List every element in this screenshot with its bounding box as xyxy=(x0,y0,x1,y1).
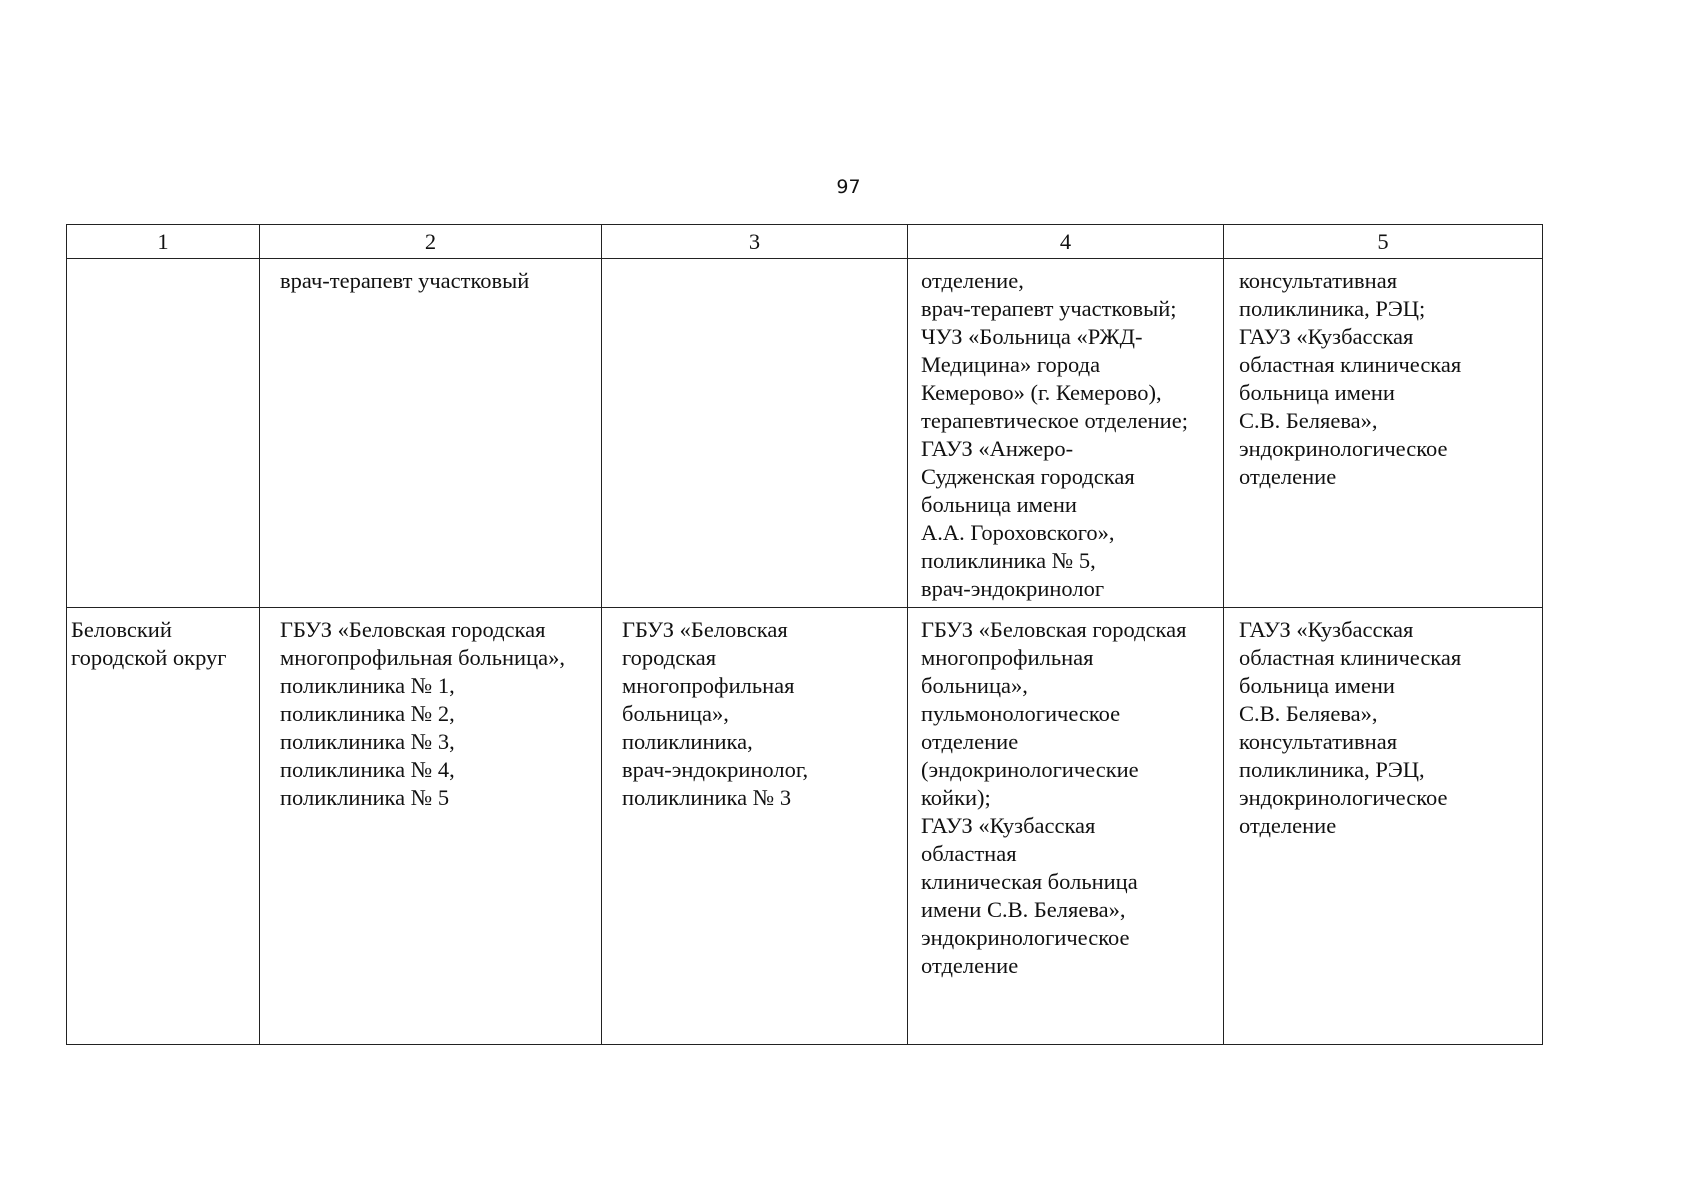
column-header-3: 3 xyxy=(602,225,908,259)
table-cell xyxy=(1224,608,1543,1045)
data-table xyxy=(66,224,1543,1045)
cell-text: врач-терапевт участковый xyxy=(280,268,530,293)
table-row xyxy=(67,608,1543,1045)
page-number: 97 xyxy=(836,176,861,198)
table-cell xyxy=(67,259,260,608)
table-cell xyxy=(602,259,908,608)
cell-text: Беловский городской округ xyxy=(71,617,227,670)
table-cell xyxy=(602,608,908,1045)
table-cell xyxy=(908,608,1224,1045)
cell-text: отделение, врач-терапевт участковый; ЧУЗ «Больница «РЖД- Медицина» города Кемерово» (г. Кемерово), терапевтическое отделение; ГАУЗ «Анжеро- Судженская городская больница имени А.А. Гороховского», поликлиника № 5, врач-эндокринолог xyxy=(921,268,1188,601)
cell-text: ГБУЗ «Беловская городская многопрофильная больница», поликлиника № 1, поликлиника № 2, поликлиника № 3, поликлиника № 4, поликлиника № 5 xyxy=(280,617,565,810)
table-header-row xyxy=(67,225,1543,259)
table-cell xyxy=(260,259,602,608)
cell-text: ГБУЗ «Беловская городская многопрофильная больница», поликлиника, врач-эндокринолог, поликлиника № 3 xyxy=(622,617,809,810)
cell-text: ГАУЗ «Кузбасская областная клиническая больница имени С.В. Беляева», консультативная поликлиника, РЭЦ, эндокринологическое отделение xyxy=(1239,617,1462,838)
column-header-1: 1 xyxy=(67,225,260,259)
table-cell xyxy=(67,608,260,1045)
table-row xyxy=(67,259,1543,608)
column-header-4: 4 xyxy=(908,225,1224,259)
column-header-2: 2 xyxy=(260,225,602,259)
table-cell xyxy=(260,608,602,1045)
table-cell xyxy=(908,259,1224,608)
cell-text: консультативная поликлиника, РЭЦ; ГАУЗ «Кузбасская областная клиническая больница имени С.В. Беляева», эндокринологическое отделение xyxy=(1239,268,1462,489)
column-header-5: 5 xyxy=(1224,225,1543,259)
cell-text: ГБУЗ «Беловская городская многопрофильная больница», пульмонологическое отделение (эндокринологические койки); ГАУЗ «Кузбасская областная клиническая больница имени С.В. Беляева», эндокринологическое отделение xyxy=(921,617,1187,978)
table-cell xyxy=(1224,259,1543,608)
